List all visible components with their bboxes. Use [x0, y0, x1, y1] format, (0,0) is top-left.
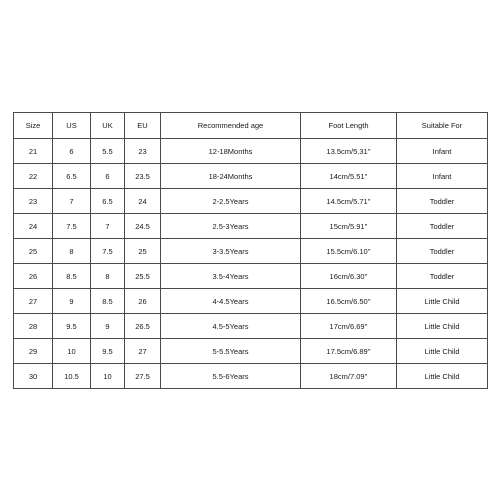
- table-row: [14, 214, 488, 239]
- cell-foot-length: 16.5cm/6.50'': [301, 289, 397, 314]
- cell-suitable-for: Little Child: [397, 314, 488, 339]
- cell-uk: 6.5: [91, 189, 125, 214]
- cell-eu: 27: [125, 339, 161, 364]
- cell-foot-length: 15.5cm/6.10'': [301, 239, 397, 264]
- cell-size: 30: [14, 364, 53, 389]
- header-size: Size: [14, 113, 53, 139]
- cell-recommended-age: 5-5.5Years: [161, 339, 301, 364]
- cell-foot-length: 16cm/6.30'': [301, 264, 397, 289]
- header-recommended-age: Recommended age: [161, 113, 301, 139]
- cell-size: 22: [14, 164, 53, 189]
- cell-recommended-age: 3.5-4Years: [161, 264, 301, 289]
- cell-foot-length: 17.5cm/6.89'': [301, 339, 397, 364]
- cell-size: 24: [14, 214, 53, 239]
- cell-us: 8.5: [53, 264, 91, 289]
- cell-suitable-for: Little Child: [397, 289, 488, 314]
- cell-us: 7.5: [53, 214, 91, 239]
- cell-suitable-for: Infant: [397, 164, 488, 189]
- cell-recommended-age: 12-18Months: [161, 139, 301, 164]
- cell-eu: 27.5: [125, 364, 161, 389]
- header-us: US: [53, 113, 91, 139]
- cell-us: 7: [53, 189, 91, 214]
- cell-recommended-age: 2-2.5Years: [161, 189, 301, 214]
- header-foot-length: Foot Length: [301, 113, 397, 139]
- cell-eu: 26: [125, 289, 161, 314]
- cell-eu: 23.5: [125, 164, 161, 189]
- cell-eu: 23: [125, 139, 161, 164]
- cell-recommended-age: 4-4.5Years: [161, 289, 301, 314]
- cell-uk: 7.5: [91, 239, 125, 264]
- cell-suitable-for: Little Child: [397, 364, 488, 389]
- table-row: [14, 164, 488, 189]
- cell-uk: 7: [91, 214, 125, 239]
- cell-us: 8: [53, 239, 91, 264]
- cell-size: 28: [14, 314, 53, 339]
- table-row: [14, 239, 488, 264]
- cell-recommended-age: 4.5-5Years: [161, 314, 301, 339]
- header-uk: UK: [91, 113, 125, 139]
- cell-foot-length: 15cm/5.91'': [301, 214, 397, 239]
- cell-uk: 10: [91, 364, 125, 389]
- header-row: [14, 113, 488, 139]
- header-suitable-for: Suitable For: [397, 113, 488, 139]
- cell-eu: 24: [125, 189, 161, 214]
- cell-us: 10: [53, 339, 91, 364]
- cell-uk: 8: [91, 264, 125, 289]
- cell-uk: 9: [91, 314, 125, 339]
- cell-us: 9.5: [53, 314, 91, 339]
- cell-uk: 8.5: [91, 289, 125, 314]
- cell-us: 10.5: [53, 364, 91, 389]
- cell-recommended-age: 2.5-3Years: [161, 214, 301, 239]
- table-row: [14, 264, 488, 289]
- cell-suitable-for: Infant: [397, 139, 488, 164]
- table-row: [14, 364, 488, 389]
- cell-size: 25: [14, 239, 53, 264]
- cell-size: 26: [14, 264, 53, 289]
- cell-us: 9: [53, 289, 91, 314]
- cell-suitable-for: Toddler: [397, 214, 488, 239]
- table-row: [14, 189, 488, 214]
- cell-eu: 25: [125, 239, 161, 264]
- cell-size: 21: [14, 139, 53, 164]
- cell-recommended-age: 18-24Months: [161, 164, 301, 189]
- cell-uk: 9.5: [91, 339, 125, 364]
- header-eu: EU: [125, 113, 161, 139]
- cell-us: 6: [53, 139, 91, 164]
- cell-foot-length: 17cm/6.69'': [301, 314, 397, 339]
- table-row: [14, 339, 488, 364]
- table-body: [14, 139, 488, 389]
- table-row: [14, 289, 488, 314]
- cell-recommended-age: 3-3.5Years: [161, 239, 301, 264]
- size-chart-table: [13, 112, 488, 389]
- cell-foot-length: 18cm/7.09'': [301, 364, 397, 389]
- cell-us: 6.5: [53, 164, 91, 189]
- cell-suitable-for: Little Child: [397, 339, 488, 364]
- table-row: [14, 314, 488, 339]
- cell-suitable-for: Toddler: [397, 264, 488, 289]
- cell-uk: 5.5: [91, 139, 125, 164]
- cell-eu: 25.5: [125, 264, 161, 289]
- cell-foot-length: 14cm/5.51'': [301, 164, 397, 189]
- cell-size: 23: [14, 189, 53, 214]
- cell-size: 29: [14, 339, 53, 364]
- table-row: [14, 139, 488, 164]
- cell-uk: 6: [91, 164, 125, 189]
- cell-foot-length: 14.5cm/5.71'': [301, 189, 397, 214]
- cell-eu: 26.5: [125, 314, 161, 339]
- cell-recommended-age: 5.5-6Years: [161, 364, 301, 389]
- cell-size: 27: [14, 289, 53, 314]
- cell-foot-length: 13.5cm/5.31'': [301, 139, 397, 164]
- cell-suitable-for: Toddler: [397, 239, 488, 264]
- cell-eu: 24.5: [125, 214, 161, 239]
- cell-suitable-for: Toddler: [397, 189, 488, 214]
